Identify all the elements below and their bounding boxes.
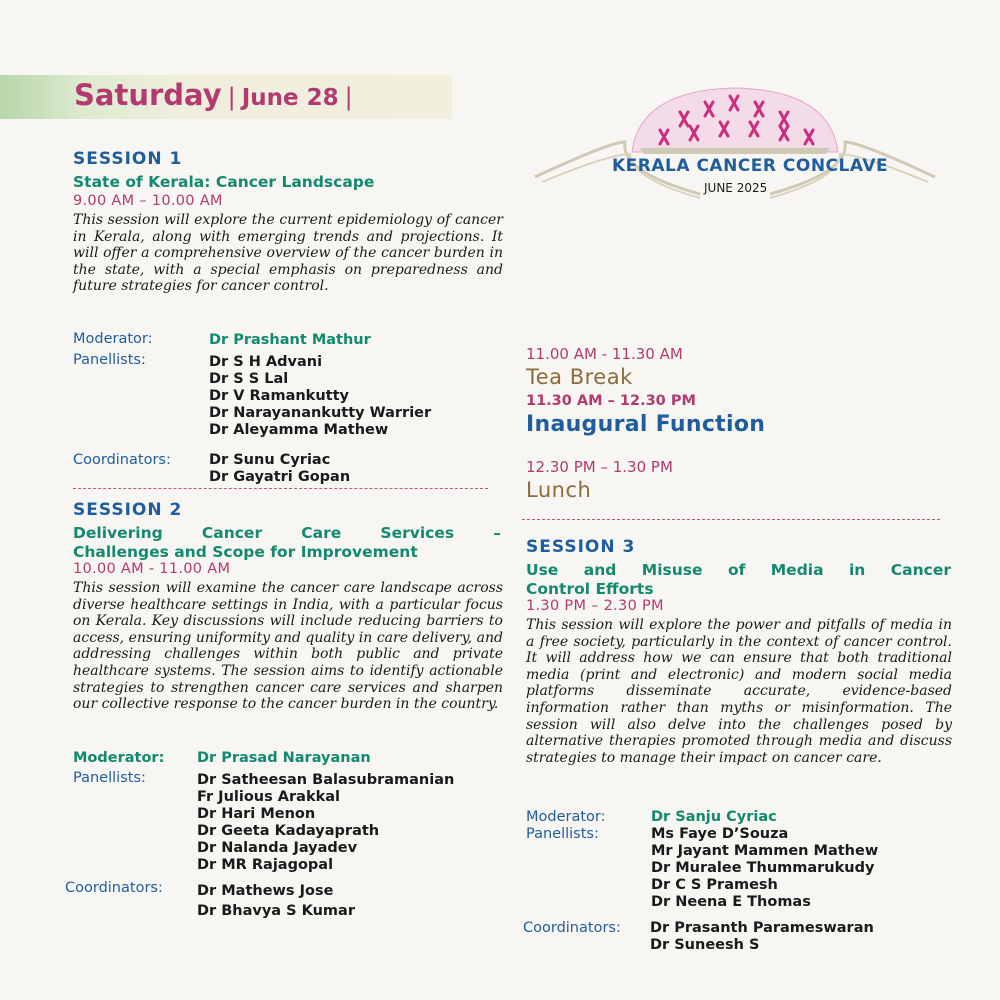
panellist: Dr Nalanda Jayadev	[197, 840, 358, 856]
lunch-label: Lunch	[526, 478, 592, 502]
session3-panellist-list	[651, 826, 878, 911]
session2-label: SESSION 2	[73, 500, 183, 520]
session2-moderator: Dr Prasad Narayanan	[197, 750, 371, 766]
panellist: Dr Hari Menon	[197, 806, 316, 822]
inaugural-time: 11.30 AM – 12.30 PM	[526, 393, 696, 409]
section-divider	[522, 519, 940, 520]
panellist: Dr Muralee Thummarukudy	[651, 860, 875, 876]
session3-moderator-label: Moderator:	[526, 809, 606, 825]
session3-coordinators-label: Coordinators:	[523, 920, 621, 936]
day-label: Saturday	[74, 78, 222, 112]
coordinator: Dr Bhavya S Kumar	[197, 903, 355, 919]
session1-coordinators-label: Coordinators:	[73, 452, 171, 468]
session2-coordinator-list	[197, 881, 355, 921]
session1-coordinator-list	[209, 452, 350, 486]
session3-title-line1: Use and Misuse of Media in Cancer	[526, 561, 951, 579]
panellist: Dr MR Rajagopal	[197, 857, 334, 873]
session3-coordinator-list	[650, 920, 874, 954]
tea-break-label: Tea Break	[526, 365, 633, 389]
panellist: Ms Faye D’Souza	[651, 826, 789, 842]
session3-time: 1.30 PM – 2.30 PM	[526, 598, 664, 614]
title-divider: |	[227, 83, 236, 111]
panellist: Mr Jayant Mammen Mathew	[651, 843, 879, 859]
session2-coordinators-label: Coordinators:	[65, 880, 163, 896]
session1-moderator: Dr Prashant Mathur	[209, 332, 371, 348]
section-divider	[73, 488, 488, 489]
session3-label: SESSION 3	[526, 537, 636, 557]
session2-time: 10.00 AM - 11.00 AM	[73, 561, 231, 577]
session3-title-line2: Control Efforts	[526, 580, 654, 598]
session2-title-line2: Challenges and Scope for Improvement	[73, 543, 418, 561]
panellist: Dr Satheesan Balasubramanian	[197, 772, 455, 788]
page-title	[74, 78, 359, 112]
panellist: Dr Aleyamma Mathew	[209, 422, 389, 438]
panellist: Dr V Ramankutty	[209, 388, 349, 404]
session1-title: State of Kerala: Cancer Landscape	[73, 173, 375, 191]
lunch-time: 12.30 PM – 1.30 PM	[526, 458, 673, 476]
coordinator: Dr Mathews Jose	[197, 883, 334, 899]
session1-moderator-label: Moderator:	[73, 331, 153, 347]
panellist: Dr Narayanankutty Warrier	[209, 405, 432, 421]
session2-panellist-list	[197, 772, 454, 874]
session2-panellists-label: Panellists:	[73, 770, 146, 786]
logo-subtitle: JUNE 2025	[704, 181, 768, 195]
session3-panellists-label: Panellists:	[526, 826, 599, 842]
session1-panellist-list	[209, 354, 431, 439]
panellist: Dr Geeta Kadayaprath	[197, 823, 380, 839]
coordinator: Dr Suneesh S	[650, 937, 760, 953]
panellist: Dr S H Advani	[209, 354, 323, 370]
session3-description: This session will explore the power and pitfalls of media in a free society, particularly in the context of cancer control. It will address how we can ensure that both traditional media (print and electronic) and modern social media platforms disseminate accurate, evidence-based information rather than myths or misinformation. The session will also delve into the challenges posed by alternative therapies promoted through media and discuss strategies to manage their impact on cancer care.	[526, 617, 952, 766]
session1-label: SESSION 1	[73, 149, 183, 169]
coordinator: Dr Sunu Cyriac	[209, 452, 331, 468]
panellist: Dr S S Lal	[209, 371, 289, 387]
panellist: Dr Neena E Thomas	[651, 894, 811, 910]
date-label: June 28	[241, 85, 339, 111]
session2-moderator-label: Moderator:	[73, 750, 165, 766]
tea-break-time: 11.00 AM - 11.30 AM	[526, 345, 683, 363]
session3-moderator: Dr Sanju Cyriac	[651, 809, 777, 825]
coordinator: Dr Gayatri Gopan	[209, 469, 351, 485]
panellist: Dr C S Pramesh	[651, 877, 778, 893]
session1-description: This session will explore the current epidemiology of cancer in Kerala, along with emerging trends and projections. It will offer a comprehensive overview of the cancer burden in the state, with a special emphasis on preparedness and future strategies for cancer control.	[73, 212, 503, 295]
inaugural-label: Inaugural Function	[526, 412, 766, 437]
session2-title-line1: Delivering Cancer Care Services –	[73, 524, 501, 542]
session1-panellists-label: Panellists:	[73, 352, 146, 368]
coordinator: Dr Prasanth Parameswaran	[650, 920, 874, 936]
session1-time: 9.00 AM – 10.00 AM	[73, 193, 223, 209]
session2-description: This session will examine the cancer care landscape across diverse healthcare settings in India, with a particular focus on Kerala. Key discussions will include reducing barriers to access, ensuring uniformity and quality in care delivery, and addressing challenges within both public and private healthcare systems. The session aims to identify actionable strategies to strengthen cancer care services and sharpen our collective response to the cancer burden in the country.	[73, 580, 503, 713]
logo-title: KERALA CANCER CONCLAVE	[612, 156, 889, 176]
panellist: Fr Julious Arakkal	[197, 789, 340, 805]
title-divider-end: |	[344, 83, 353, 111]
